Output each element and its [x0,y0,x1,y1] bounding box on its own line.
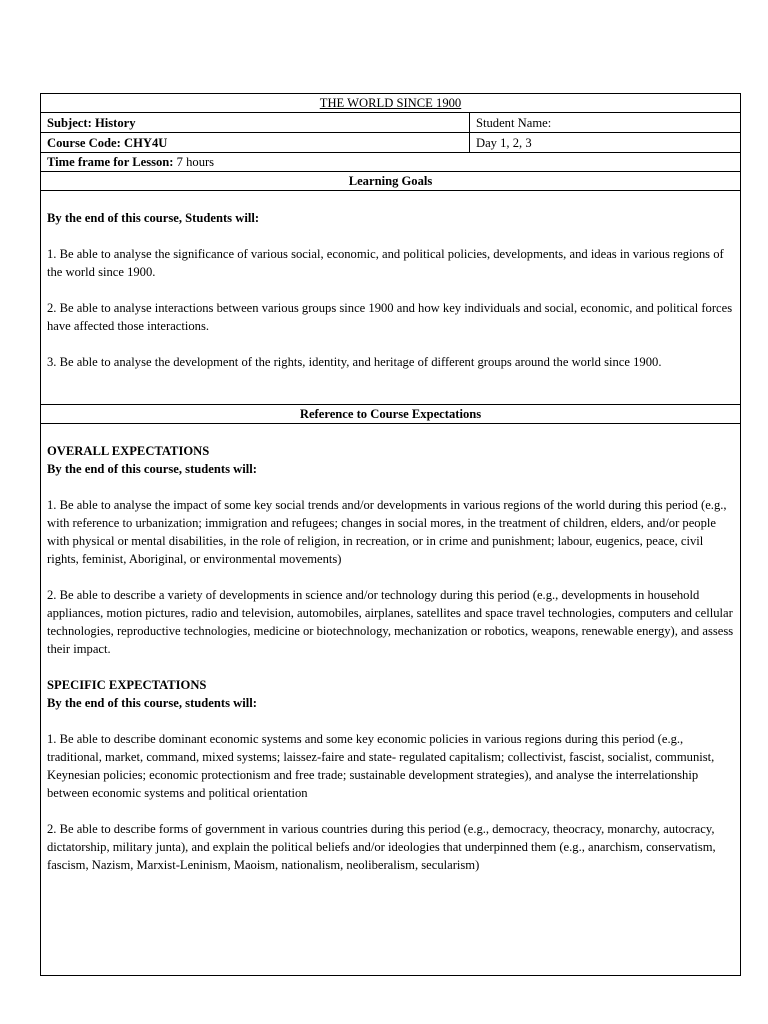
timeframe-label: Time frame for Lesson: [47,155,174,169]
overall-expectations-title: OVERALL EXPECTATIONS [47,444,210,458]
student-name-label: Student Name: [476,115,552,130]
subject-cell [41,113,470,132]
course-expectations-heading: Reference to Course Expectations [299,407,482,421]
specific-expectation-item: 1. Be able to describe dominant economic systems and some key economic policies in various regions during this period (e.g., traditional, market, command, mixed systems; laissez-faire and state- regulated capitalism; collectivist, fascist, socialist, communist, Keynesian policies; economic protectionism and free trade; sustainable development strategies), and analyse the interrelationship between economic systems and political orientation [47,732,715,800]
overall-expectations-intro: By the end of this course, students will: [47,462,257,476]
subject-value: History [94,115,136,130]
timeframe-row [41,153,740,172]
course-code-value: CHY4U [123,135,168,150]
specific-expectations-intro: By the end of this course, students will: [47,696,257,710]
student-name-cell [470,113,740,132]
subject-row [41,113,740,133]
learning-goals-intro: By the end of this course, Students will: [47,211,260,225]
specific-expectations-title: SPECIFIC EXPECTATIONS [47,678,207,692]
course-code-label: Course Code: [47,135,121,150]
days-cell [470,133,740,152]
course-expectations-section [41,424,740,975]
overall-expectation-item: 1. Be able to analyse the impact of some key social trends and/or developments in various regions of the world during this period (e.g., with reference to urbanization; immigration and refugees; changes in social mores, in the treatment of children, elders, and/or people with physical or mental disabilities, in the role of religion, in recreation, or in crime and punishment; labour, eugenics, peace, civil rights, feminist, Aboriginal, or environmental movements) [47,498,727,566]
learning-goals-section [41,191,740,405]
course-code-cell [41,133,470,152]
learning-goal-item: 2. Be able to analyse interactions between various groups since 1900 and how key individuals and social, economic, and political forces have affected those interactions. [47,301,733,333]
learning-goals-heading: Learning Goals [348,174,433,188]
learning-goal-item: 3. Be able to analyse the development of the rights, identity, and heritage of different groups around the world since 1900. [47,355,662,369]
learning-goals-header [41,172,740,191]
title-row [41,94,740,113]
specific-expectation-item: 2. Be able to describe forms of government in various countries during this period (e.g., democracy, theocracy, monarchy, autocracy, dictatorship, military junta), and explain the political beliefs and/or ideologies that underpinned them (e.g., anarchism, conservatism, fascism, Nazism, Marxist-Leninism, Maoism, nationalism, neoliberalism, secularism) [47,822,716,872]
document-title: THE WORLD SINCE 1900 [319,96,462,110]
subject-label: Subject: [47,115,92,130]
course-code-row [41,133,740,153]
lesson-plan-table [40,93,741,976]
days-value: Day 1, 2, 3 [476,135,532,150]
overall-expectation-item: 2. Be able to describe a variety of developments in science and/or technology during this period (e.g., developments in household appliances, motion pictures, radio and television, automobiles, airplanes, satellites and space travel technologies, computers and cellular technologies, reproductive technologies, medicine or biotechnology, mechanization or robotics, weapons, renewable energy), and assess their impact. [47,588,734,656]
learning-goal-item: 1. Be able to analyse the significance of various social, economic, and political policies, developments, and ideas in various regions of the world since 1900. [47,247,724,279]
course-expectations-header [41,405,740,424]
timeframe-value: 7 hours [176,155,215,169]
